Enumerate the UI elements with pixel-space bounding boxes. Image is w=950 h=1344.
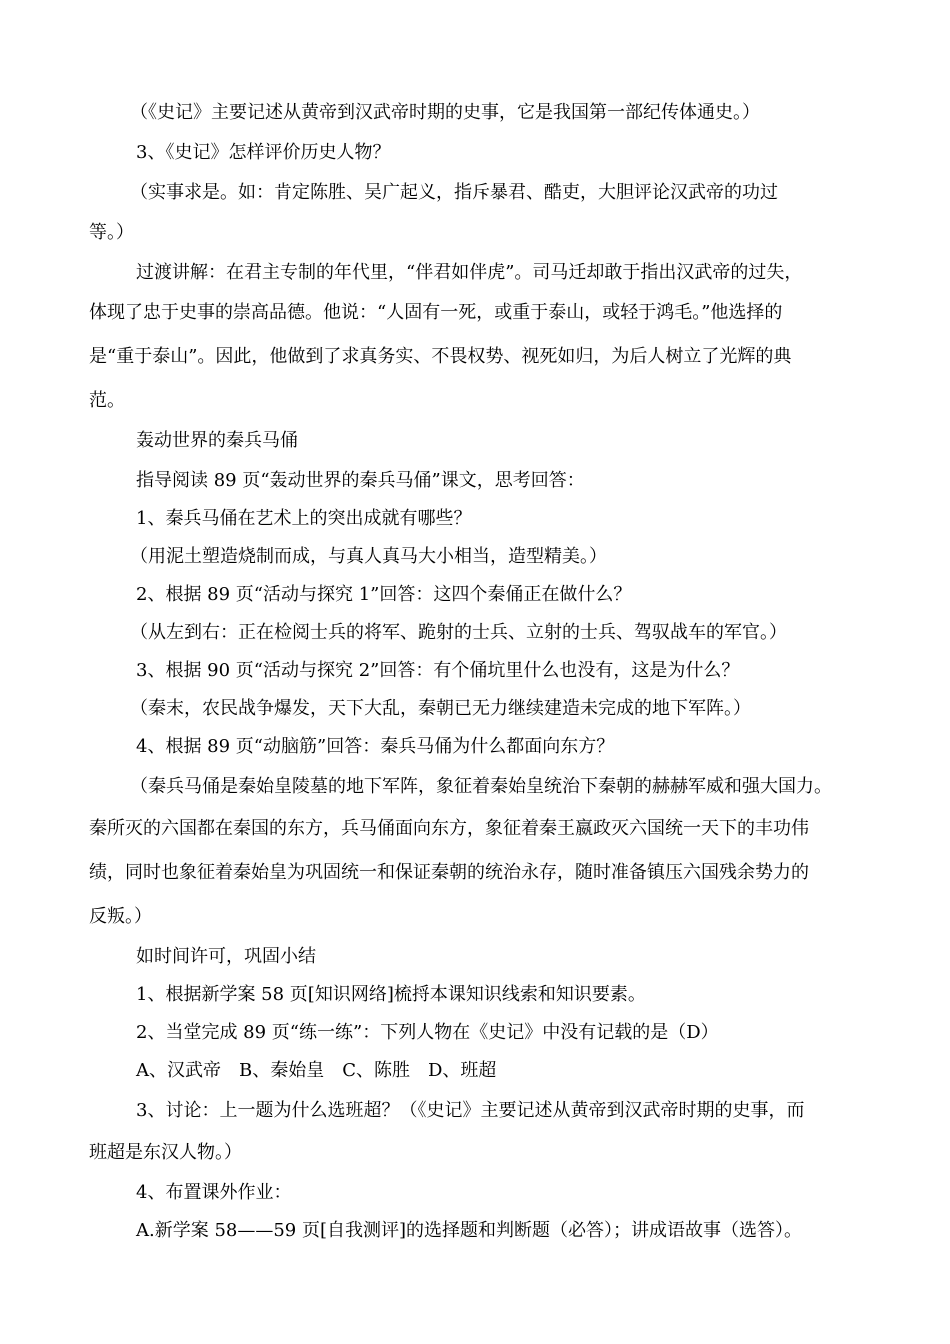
question-line: 4、根据 89 页“动脑筋”回答：秦兵马俑为什么都面向东方？ <box>136 736 615 757</box>
question-3-line: 3、《史记》怎样评价历史人物？ <box>136 142 391 163</box>
paragraph-line: （《史记》主要记述从黄帝到汉武帝时期的史事，它是我国第一部纪传体通史。） <box>130 102 760 123</box>
answer-line: 秦所灭的六国都在秦国的东方，兵马俑面向东方，象征着秦王嬴政灭六国统一天下的丰功伟 <box>89 818 809 839</box>
section-heading: 轰动世界的秦兵马俑 <box>136 430 298 451</box>
answer-line: （用泥土塑造烧制而成，与真人真马大小相当，造型精美。） <box>130 546 607 567</box>
summary-item: 1、根据新学案 58 页[知识网络]梳捋本课知识线索和知识要素。 <box>136 984 646 1005</box>
summary-item: 3、讨论：上一题为什么选班超？（《史记》主要记述从黄帝到汉武帝时期的史事，而 <box>136 1100 805 1121</box>
summary-item: 班超是东汉人物。） <box>89 1142 242 1163</box>
answer-line: （实事求是。如：肯定陈胜、吴广起义，指斥暴君、酷吏，大胆评论汉武帝的功过 <box>130 182 778 203</box>
homework-item: A.新学案 58——59 页[自我测评]的选择题和判断题（必答）；讲成语故事（选答）。 <box>136 1220 803 1241</box>
answer-line: （秦兵马俑是秦始皇陵墓的地下军阵，象征着秦始皇统治下秦朝的赫赫军威和强大国力。 <box>130 776 832 797</box>
summary-item: 2、当堂完成 89 页“练一练”：下列人物在《史记》中没有记载的是（D） <box>136 1022 719 1043</box>
answer-line: 绩，同时也象征着秦始皇为巩固统一和保证秦朝的统治永存，随时准备镇压六国残余势力的 <box>89 862 809 883</box>
homework-heading: 4、布置课外作业： <box>136 1182 292 1203</box>
transition-line: 是“重于泰山”。因此，他做到了求真务实、不畏权势、视死如归，为后人树立了光辉的典 <box>89 346 792 367</box>
question-line: 1、秦兵马俑在艺术上的突出成就有哪些？ <box>136 508 472 529</box>
answer-line: 反叛。） <box>89 906 152 927</box>
choice-options: A、汉武帝 B、秦始皇 C、陈胜 D、班超 <box>136 1060 497 1081</box>
answer-line: （秦末，农民战争爆发，天下大乱，秦朝已无力继续建造未完成的地下军阵。） <box>130 698 751 719</box>
question-line: 3、根据 90 页“活动与探究 2”回答：有个俑坑里什么也没有，这是为什么？ <box>136 660 740 681</box>
transition-line: 范。 <box>89 390 125 411</box>
answer-line: 等。） <box>89 222 134 243</box>
question-line: 2、根据 89 页“活动与探究 1”回答：这四个秦俑正在做什么？ <box>136 584 632 605</box>
section-heading: 如时间许可，巩固小结 <box>136 946 316 967</box>
instruction-line: 指导阅读 89 页“轰动世界的秦兵马俑”课文，思考回答： <box>136 470 585 491</box>
transition-line: 体现了忠于史事的崇高品德。他说：“人固有一死，或重于泰山，或轻于鸿毛。”他选择的 <box>89 302 783 323</box>
answer-line: （从左到右：正在检阅士兵的将军、跪射的士兵、立射的士兵、驾驭战车的军官。） <box>130 622 787 643</box>
transition-line: 过渡讲解：在君主专制的年代里，“伴君如伴虎”。司马迁却敢于指出汉武帝的过失， <box>136 262 803 283</box>
